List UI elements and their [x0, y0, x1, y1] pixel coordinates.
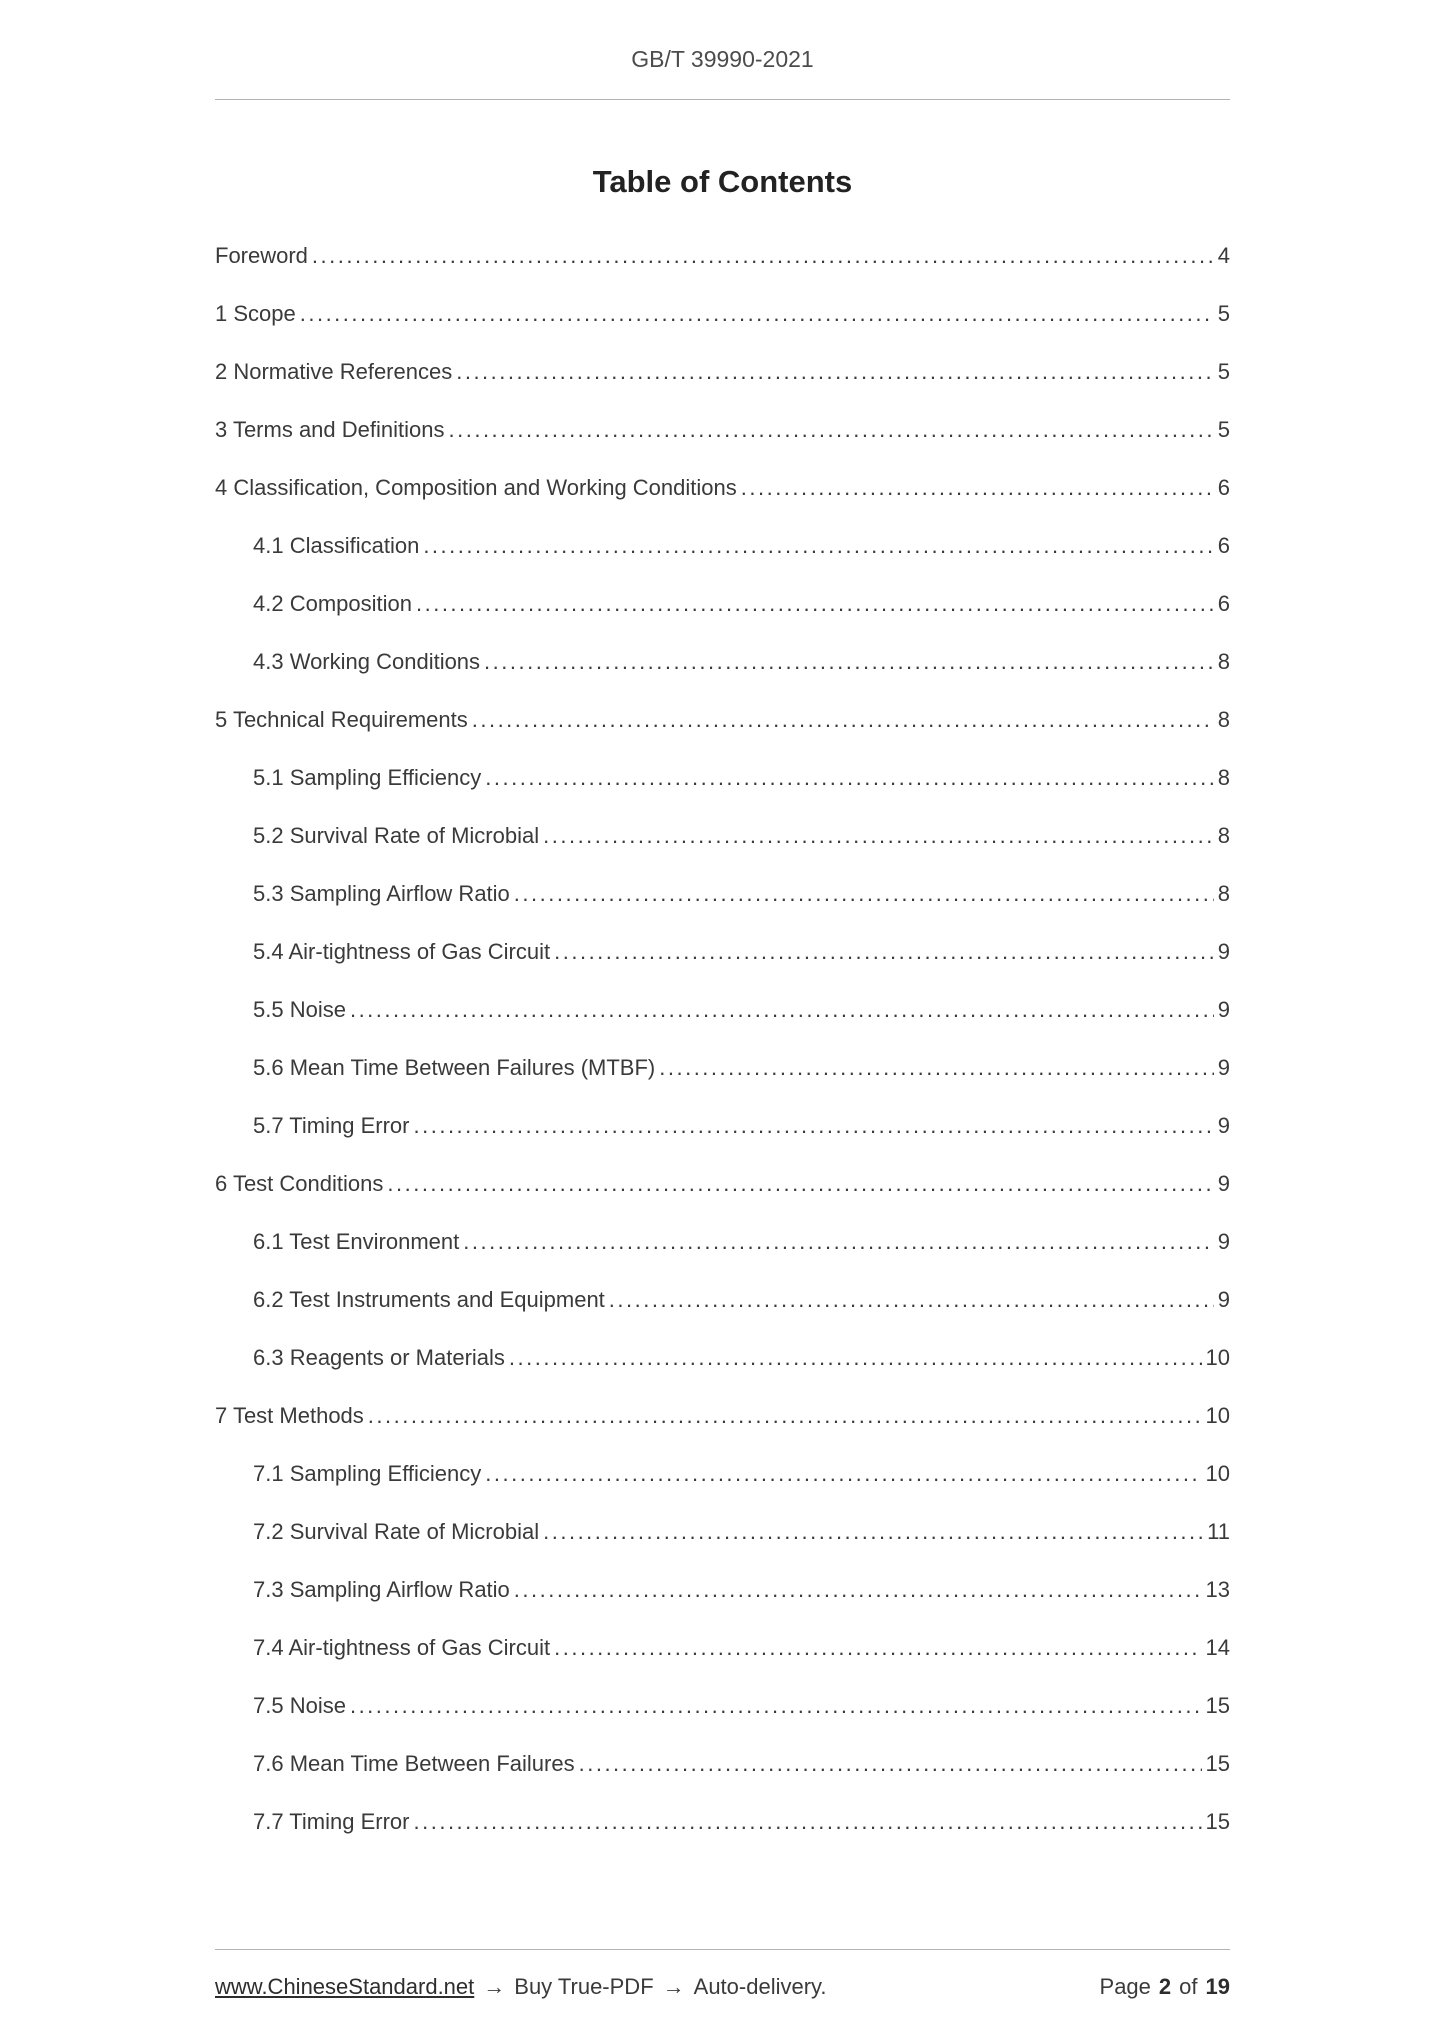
toc-entry-label: 5.7 Timing Error: [253, 1113, 410, 1138]
current-page-number: 2: [1158, 1974, 1172, 1999]
toc-entry-label: 4.2 Composition: [253, 591, 412, 616]
toc-entry[interactable]: [215, 1750, 1230, 1777]
dot-leader: [387, 1170, 1213, 1197]
toc-entry-page: 6: [1217, 533, 1230, 558]
toc-entry[interactable]: [215, 648, 1230, 675]
toc-entry-page: 11: [1207, 1519, 1230, 1544]
toc-entry-label: 6.3 Reagents or Materials: [253, 1345, 505, 1370]
footer-delivery-text: Auto-delivery.: [693, 1974, 827, 1999]
toc-entry-label: Foreword: [215, 243, 308, 268]
toc-entry[interactable]: [215, 880, 1230, 907]
toc-entry-label: 6 Test Conditions: [215, 1171, 384, 1196]
dot-leader: [609, 1286, 1214, 1313]
toc-entry[interactable]: [215, 1402, 1230, 1429]
toc-entry-label: 1 Scope: [215, 301, 296, 326]
toc-entry-label: 3 Terms and Definitions: [215, 417, 445, 442]
arrow-icon: →: [662, 1974, 685, 1999]
toc-entry-label: 5.6 Mean Time Between Failures (MTBF): [253, 1055, 656, 1080]
toc-entry[interactable]: [215, 764, 1230, 791]
dot-leader: [350, 996, 1214, 1023]
page-indicator: [1100, 1974, 1230, 2000]
toc-entry-page: 9: [1217, 1171, 1230, 1196]
toc-entry-label: 5.1 Sampling Efficiency: [253, 765, 482, 790]
toc-entry[interactable]: [215, 474, 1230, 501]
dot-leader: [509, 1344, 1202, 1371]
dot-leader: [472, 706, 1214, 733]
toc-entry[interactable]: [215, 1112, 1230, 1139]
toc-entry[interactable]: [215, 1692, 1230, 1719]
toc-entry-label: 6.2 Test Instruments and Equipment: [253, 1287, 605, 1312]
toc-entry[interactable]: [215, 1344, 1230, 1371]
toc-entry[interactable]: [215, 996, 1230, 1023]
document-footer: [215, 1949, 1230, 2000]
toc-entry-label: 7.2 Survival Rate of Microbial: [253, 1519, 540, 1544]
total-page-number: 19: [1205, 1974, 1230, 1999]
arrow-icon: →: [483, 1974, 506, 1999]
toc-entry-page: 15: [1205, 1693, 1230, 1718]
toc-entry[interactable]: [215, 590, 1230, 617]
toc-entry[interactable]: [215, 822, 1230, 849]
dot-leader: [554, 1634, 1201, 1661]
dot-leader: [659, 1054, 1214, 1081]
toc-entry-page: 9: [1217, 939, 1230, 964]
dot-leader: [543, 822, 1214, 849]
dot-leader: [449, 416, 1214, 443]
toc-entry[interactable]: [215, 1518, 1230, 1545]
toc-entry-page: 5: [1217, 359, 1230, 384]
toc-entry[interactable]: [215, 938, 1230, 965]
toc-entry-label: 6.1 Test Environment: [253, 1229, 460, 1254]
toc-entry-label: 4.1 Classification: [253, 533, 420, 558]
toc-entry-label: 4.3 Working Conditions: [253, 649, 481, 674]
dot-leader: [414, 1112, 1214, 1139]
toc-entry[interactable]: [215, 1170, 1230, 1197]
dot-leader: [350, 1692, 1202, 1719]
toc-entry-page: 8: [1217, 881, 1230, 906]
dot-leader: [312, 242, 1214, 269]
toc-entry-label: 7.5 Noise: [253, 1693, 346, 1718]
dot-leader: [543, 1518, 1203, 1545]
dot-leader: [485, 1460, 1201, 1487]
toc-entry[interactable]: [215, 706, 1230, 733]
toc-list: [215, 242, 1230, 1835]
toc-entry-page: 6: [1217, 591, 1230, 616]
toc-entry-label: 7.3 Sampling Airflow Ratio: [253, 1577, 510, 1602]
footer-buy-text: Buy True-PDF: [514, 1974, 654, 1999]
dot-leader: [484, 648, 1214, 675]
toc-entry-label: 7 Test Methods: [215, 1403, 364, 1428]
dot-leader: [554, 938, 1214, 965]
toc-entry[interactable]: [215, 1228, 1230, 1255]
toc-entry[interactable]: [215, 416, 1230, 443]
toc-entry[interactable]: [215, 1634, 1230, 1661]
toc-entry[interactable]: [215, 358, 1230, 385]
toc-entry[interactable]: [215, 300, 1230, 327]
toc-entry-page: 9: [1217, 1287, 1230, 1312]
toc-entry-page: 15: [1205, 1809, 1230, 1834]
toc-entry-label: 5.5 Noise: [253, 997, 346, 1022]
toc-entry-page: 9: [1217, 1055, 1230, 1080]
toc-entry-page: 15: [1205, 1751, 1230, 1776]
toc-entry-page: 10: [1205, 1403, 1230, 1428]
toc-entry-page: 6: [1217, 475, 1230, 500]
toc-entry-page: 10: [1205, 1461, 1230, 1486]
dot-leader: [368, 1402, 1202, 1429]
dot-leader: [300, 300, 1214, 327]
toc-entry[interactable]: [215, 1054, 1230, 1081]
document-header: [215, 46, 1230, 100]
dot-leader: [514, 1576, 1202, 1603]
toc-entry-page: 4: [1217, 243, 1230, 268]
toc-entry[interactable]: [215, 1808, 1230, 1835]
dot-leader: [579, 1750, 1202, 1777]
dot-leader: [423, 532, 1213, 559]
toc-entry-label: 7.7 Timing Error: [253, 1809, 410, 1834]
toc-entry-label: 7.6 Mean Time Between Failures: [253, 1751, 575, 1776]
toc-entry-page: 10: [1205, 1345, 1230, 1370]
dot-leader: [463, 1228, 1213, 1255]
toc-entry[interactable]: [215, 532, 1230, 559]
dot-leader: [514, 880, 1214, 907]
toc-entry-page: 8: [1217, 765, 1230, 790]
toc-entry-page: 8: [1217, 707, 1230, 732]
toc-entry[interactable]: [215, 1576, 1230, 1603]
toc-entry-page: 9: [1217, 997, 1230, 1022]
website-link[interactable]: www.ChineseStandard.net: [215, 1974, 475, 1999]
toc-entry-page: 9: [1217, 1113, 1230, 1138]
toc-title: Table of Contents: [592, 164, 853, 199]
toc-entry-label: 4 Classification, Composition and Working Conditions: [215, 475, 737, 500]
toc-entry[interactable]: [215, 1460, 1230, 1487]
toc-entry[interactable]: [215, 1286, 1230, 1313]
toc-entry-page: 14: [1205, 1635, 1230, 1660]
toc-entry-label: 5.2 Survival Rate of Microbial: [253, 823, 540, 848]
of-label: of: [1179, 1974, 1198, 1999]
dot-leader: [741, 474, 1214, 501]
toc-entry-label: 5.4 Air-tightness of Gas Circuit: [253, 939, 551, 964]
toc-entry-label: 7.4 Air-tightness of Gas Circuit: [253, 1635, 551, 1660]
toc-entry-page: 8: [1217, 649, 1230, 674]
toc-entry-label: 5.3 Sampling Airflow Ratio: [253, 881, 510, 906]
toc-entry-page: 5: [1217, 417, 1230, 442]
toc-entry-label: 7.1 Sampling Efficiency: [253, 1461, 482, 1486]
toc-entry-page: 8: [1217, 823, 1230, 848]
dot-leader: [456, 358, 1214, 385]
toc-entry-label: 5 Technical Requirements: [215, 707, 468, 732]
toc-entry-label: 2 Normative References: [215, 359, 453, 384]
toc-entry[interactable]: [215, 242, 1230, 269]
dot-leader: [485, 764, 1213, 791]
dot-leader: [416, 590, 1214, 617]
standard-code: GB/T 39990-2021: [631, 46, 814, 72]
toc-entry-page: 13: [1205, 1577, 1230, 1602]
dot-leader: [414, 1808, 1202, 1835]
toc-entry-page: 5: [1217, 301, 1230, 326]
toc-entry-page: 9: [1217, 1229, 1230, 1254]
page-label: Page: [1099, 1974, 1151, 1999]
footer-left: [215, 1974, 827, 2000]
